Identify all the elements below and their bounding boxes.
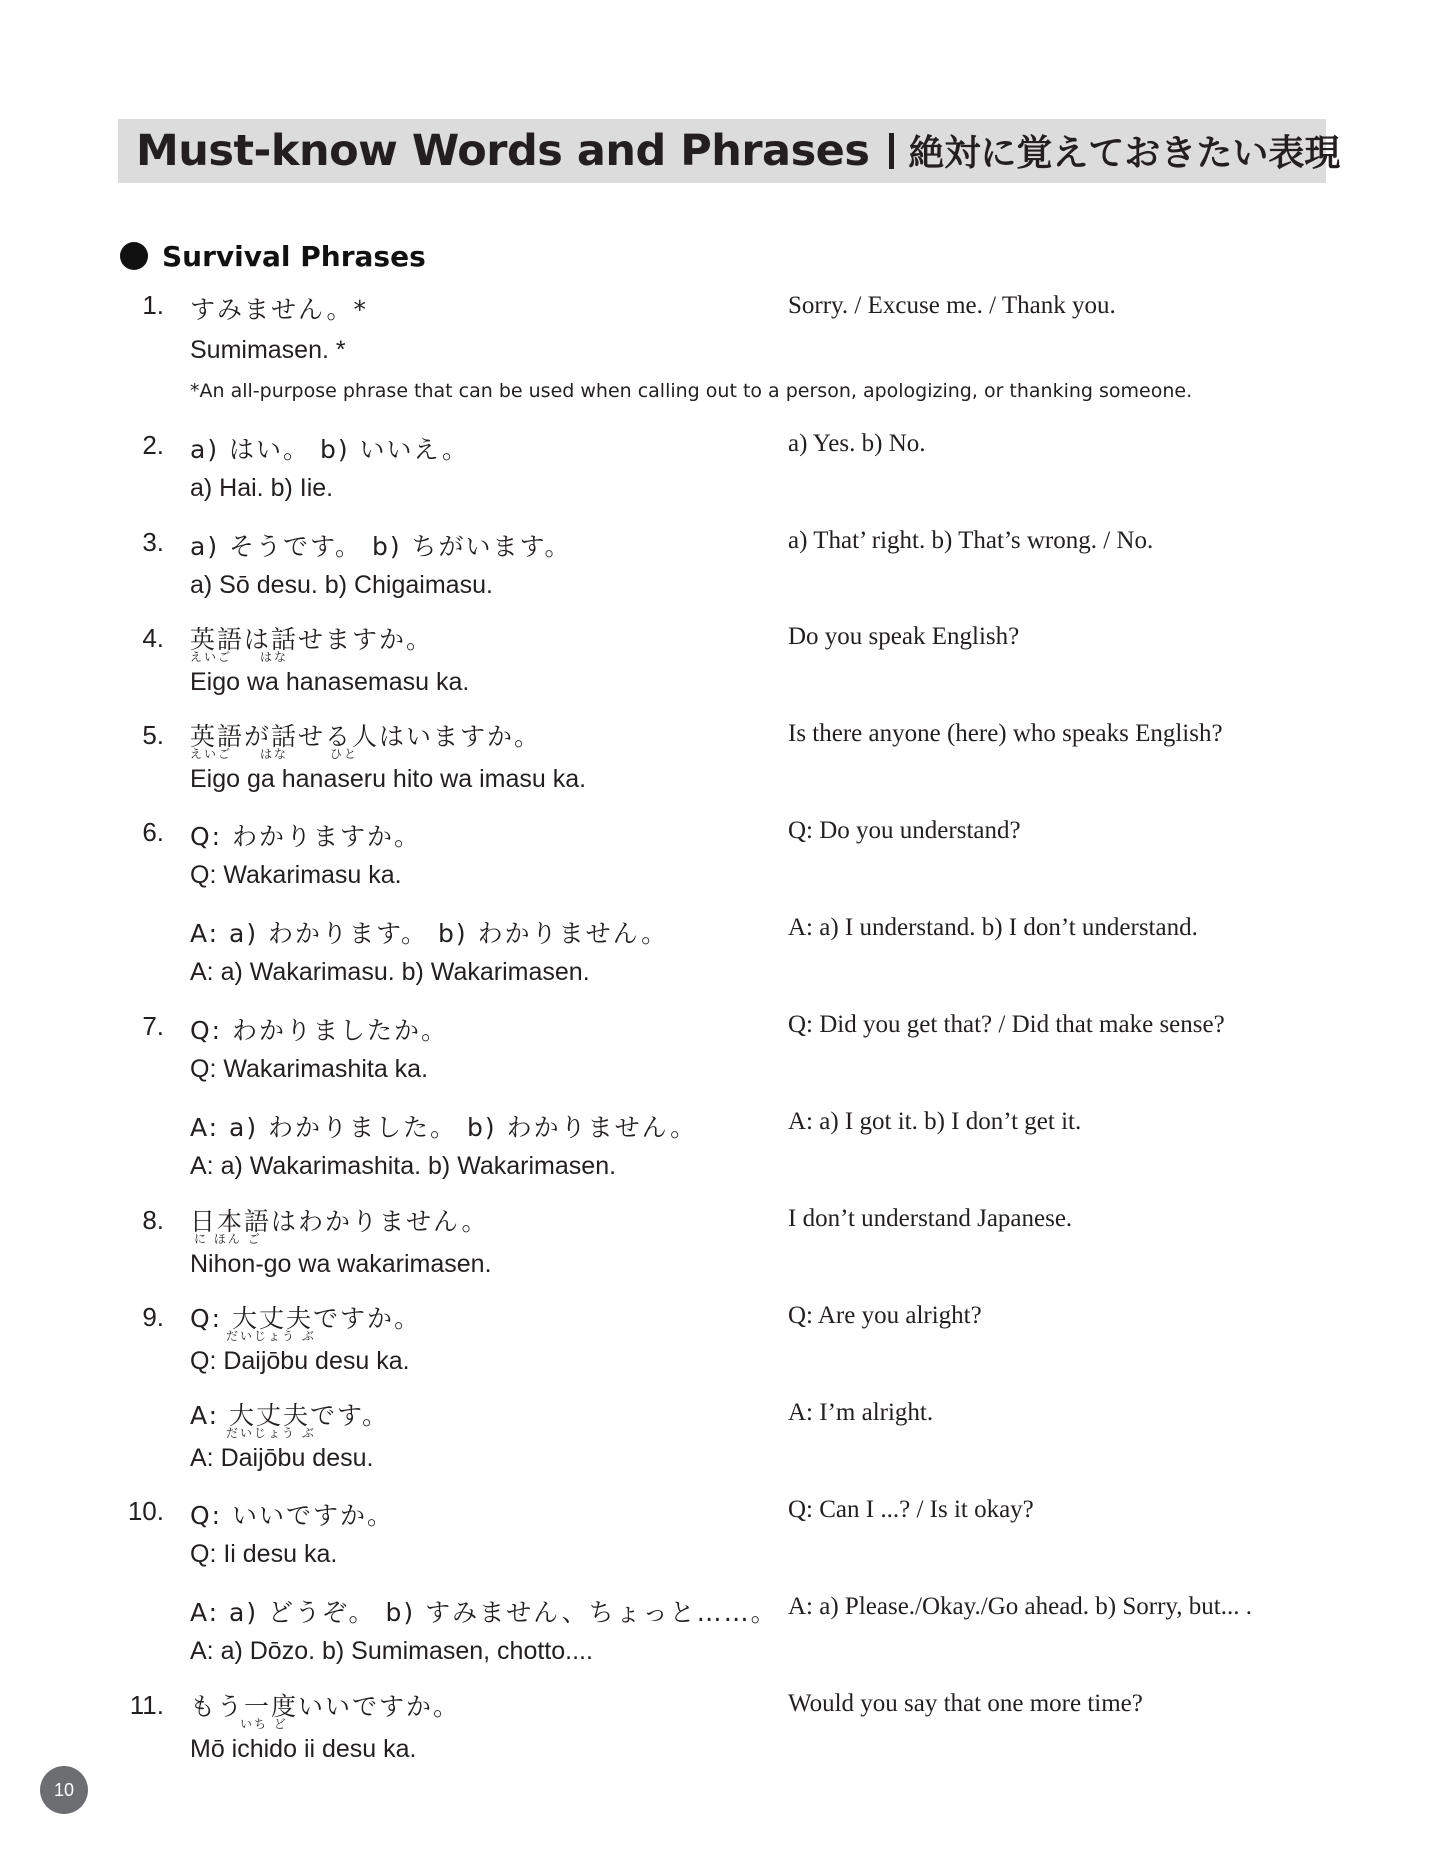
item-number: 7. [142, 1011, 164, 1041]
item-number: 10. [127, 1496, 164, 1526]
phrase-english: a) That’ right. b) That’s wrong. / No. [788, 527, 1154, 554]
phrase-japanese: a) はい。 b) いいえ。 [190, 435, 470, 464]
item-number: 3. [142, 527, 164, 557]
item-number: 1. [142, 290, 164, 320]
answer-english: A: a) I got it. b) I don’t get it. [788, 1108, 1082, 1135]
phrase-japanese: Q: わかりますか。 [190, 822, 422, 851]
phrase-japanese: 日本語はわかりません。 [190, 1207, 489, 1236]
phrase-japanese: Q: いいですか。 [190, 1501, 395, 1530]
phrase-romaji: Sumimasen. * [190, 336, 346, 364]
item-number: 9. [142, 1302, 164, 1332]
phrase-english: Q: Are you alright? [788, 1302, 982, 1329]
section-heading [120, 238, 426, 274]
section-label: Survival Phrases [162, 239, 426, 273]
phrase-english: Q: Do you understand? [788, 817, 1021, 844]
title-divider [889, 133, 894, 169]
phrase-romaji: Q: Wakarimasu ka. [190, 861, 402, 889]
answer-japanese: A: a) わかりました。 b) わかりません。 [190, 1113, 698, 1142]
answer-english: A: a) Please./Okay./Go ahead. b) Sorry, but... . [788, 1593, 1253, 1620]
item-number: 8. [142, 1205, 164, 1235]
page-title-en: Must-know Words and Phrases [136, 126, 870, 176]
phrase-romaji: Eigo ga hanaseru hito wa imasu ka. [190, 765, 587, 793]
answer-english: A: I’m alright. [788, 1399, 934, 1426]
phrase-romaji: a) Sō desu. b) Chigaimasu. [190, 571, 493, 599]
phrase-romaji: Q: Daijōbu desu ka. [190, 1347, 410, 1375]
bullet-dot-icon [120, 242, 148, 270]
phrase-furigana: えいご はな ひと [190, 747, 359, 761]
page-title [136, 125, 1340, 180]
phrase-japanese: 英語は話せますか。 [190, 625, 434, 654]
phrase-japanese: すみません。* [190, 295, 369, 324]
phrase-japanese: もう一度いいですか。 [190, 1692, 461, 1721]
phrase-japanese: Q: わかりましたか。 [190, 1016, 449, 1045]
phrase-romaji: Q: Ii desu ka. [190, 1540, 338, 1568]
phrase-furigana: に ほん ご [194, 1232, 262, 1246]
phrase-romaji: Eigo wa hanasemasu ka. [190, 668, 470, 696]
phrase-japanese: 英語が話せる人はいますか。 [190, 722, 542, 751]
answer-romaji: A: a) Dōzo. b) Sumimasen, chotto.... [190, 1637, 593, 1665]
answer-japanese: A: a) わかります。 b) わかりません。 [190, 919, 669, 948]
phrase-furigana: いち ど [240, 1717, 288, 1731]
answer-romaji: A: a) Wakarimashita. b) Wakarimasen. [190, 1152, 617, 1180]
phrase-english: a) Yes. b) No. [788, 430, 926, 457]
answer-romaji: A: Daijōbu desu. [190, 1444, 374, 1472]
answer-japanese: A: a) どうぞ。 b) すみません、ちょっと……。 [190, 1598, 778, 1627]
item-number: 2. [142, 430, 164, 460]
answer-romaji: A: a) Wakarimasu. b) Wakarimasen. [190, 958, 590, 986]
phrase-romaji: a) Hai. b) Iie. [190, 474, 334, 502]
answer-japanese: A: 大丈夫です。 [190, 1401, 390, 1430]
phrase-furigana: だいじょう ぶ [226, 1329, 316, 1343]
phrase-english: Q: Can I ...? / Is it okay? [788, 1496, 1034, 1523]
item-number: 11. [129, 1690, 164, 1720]
phrase-english: Do you speak English? [788, 623, 1020, 650]
page-number: 10 [53, 1779, 75, 1800]
phrase-furigana: えいご はな [190, 650, 289, 664]
footnote: *An all-purpose phrase that can be used when calling out to a person, apologizing, or thanking someone. [190, 380, 1193, 402]
page-number-badge [40, 1766, 88, 1814]
item-number: 4. [142, 623, 164, 653]
answer-furigana: だいじょう ぶ [226, 1426, 316, 1440]
answer-english: A: a) I understand. b) I don’t understand. [788, 914, 1198, 941]
phrase-english: Is there anyone (here) who speaks English? [788, 720, 1223, 747]
phrase-english: I don’t understand Japanese. [788, 1205, 1073, 1232]
phrase-romaji: Q: Wakarimashita ka. [190, 1055, 429, 1083]
phrase-japanese: Q: 大丈夫ですか。 [190, 1304, 422, 1333]
phrase-english: Q: Did you get that? / Did that make sense? [788, 1011, 1225, 1038]
phrase-english: Would you say that one more time? [788, 1690, 1143, 1717]
phrase-japanese: a) そうです。 b) ちがいます。 [190, 532, 572, 561]
phrase-romaji: Nihon-go wa wakarimasen. [190, 1250, 492, 1278]
item-number: 5. [142, 720, 164, 750]
page-title-jp: 絶対に覚えておきたい表現 [908, 133, 1341, 174]
phrase-english: Sorry. / Excuse me. / Thank you. [788, 292, 1116, 319]
item-number: 6. [142, 817, 164, 847]
phrase-romaji: Mō ichido ii desu ka. [190, 1735, 417, 1763]
